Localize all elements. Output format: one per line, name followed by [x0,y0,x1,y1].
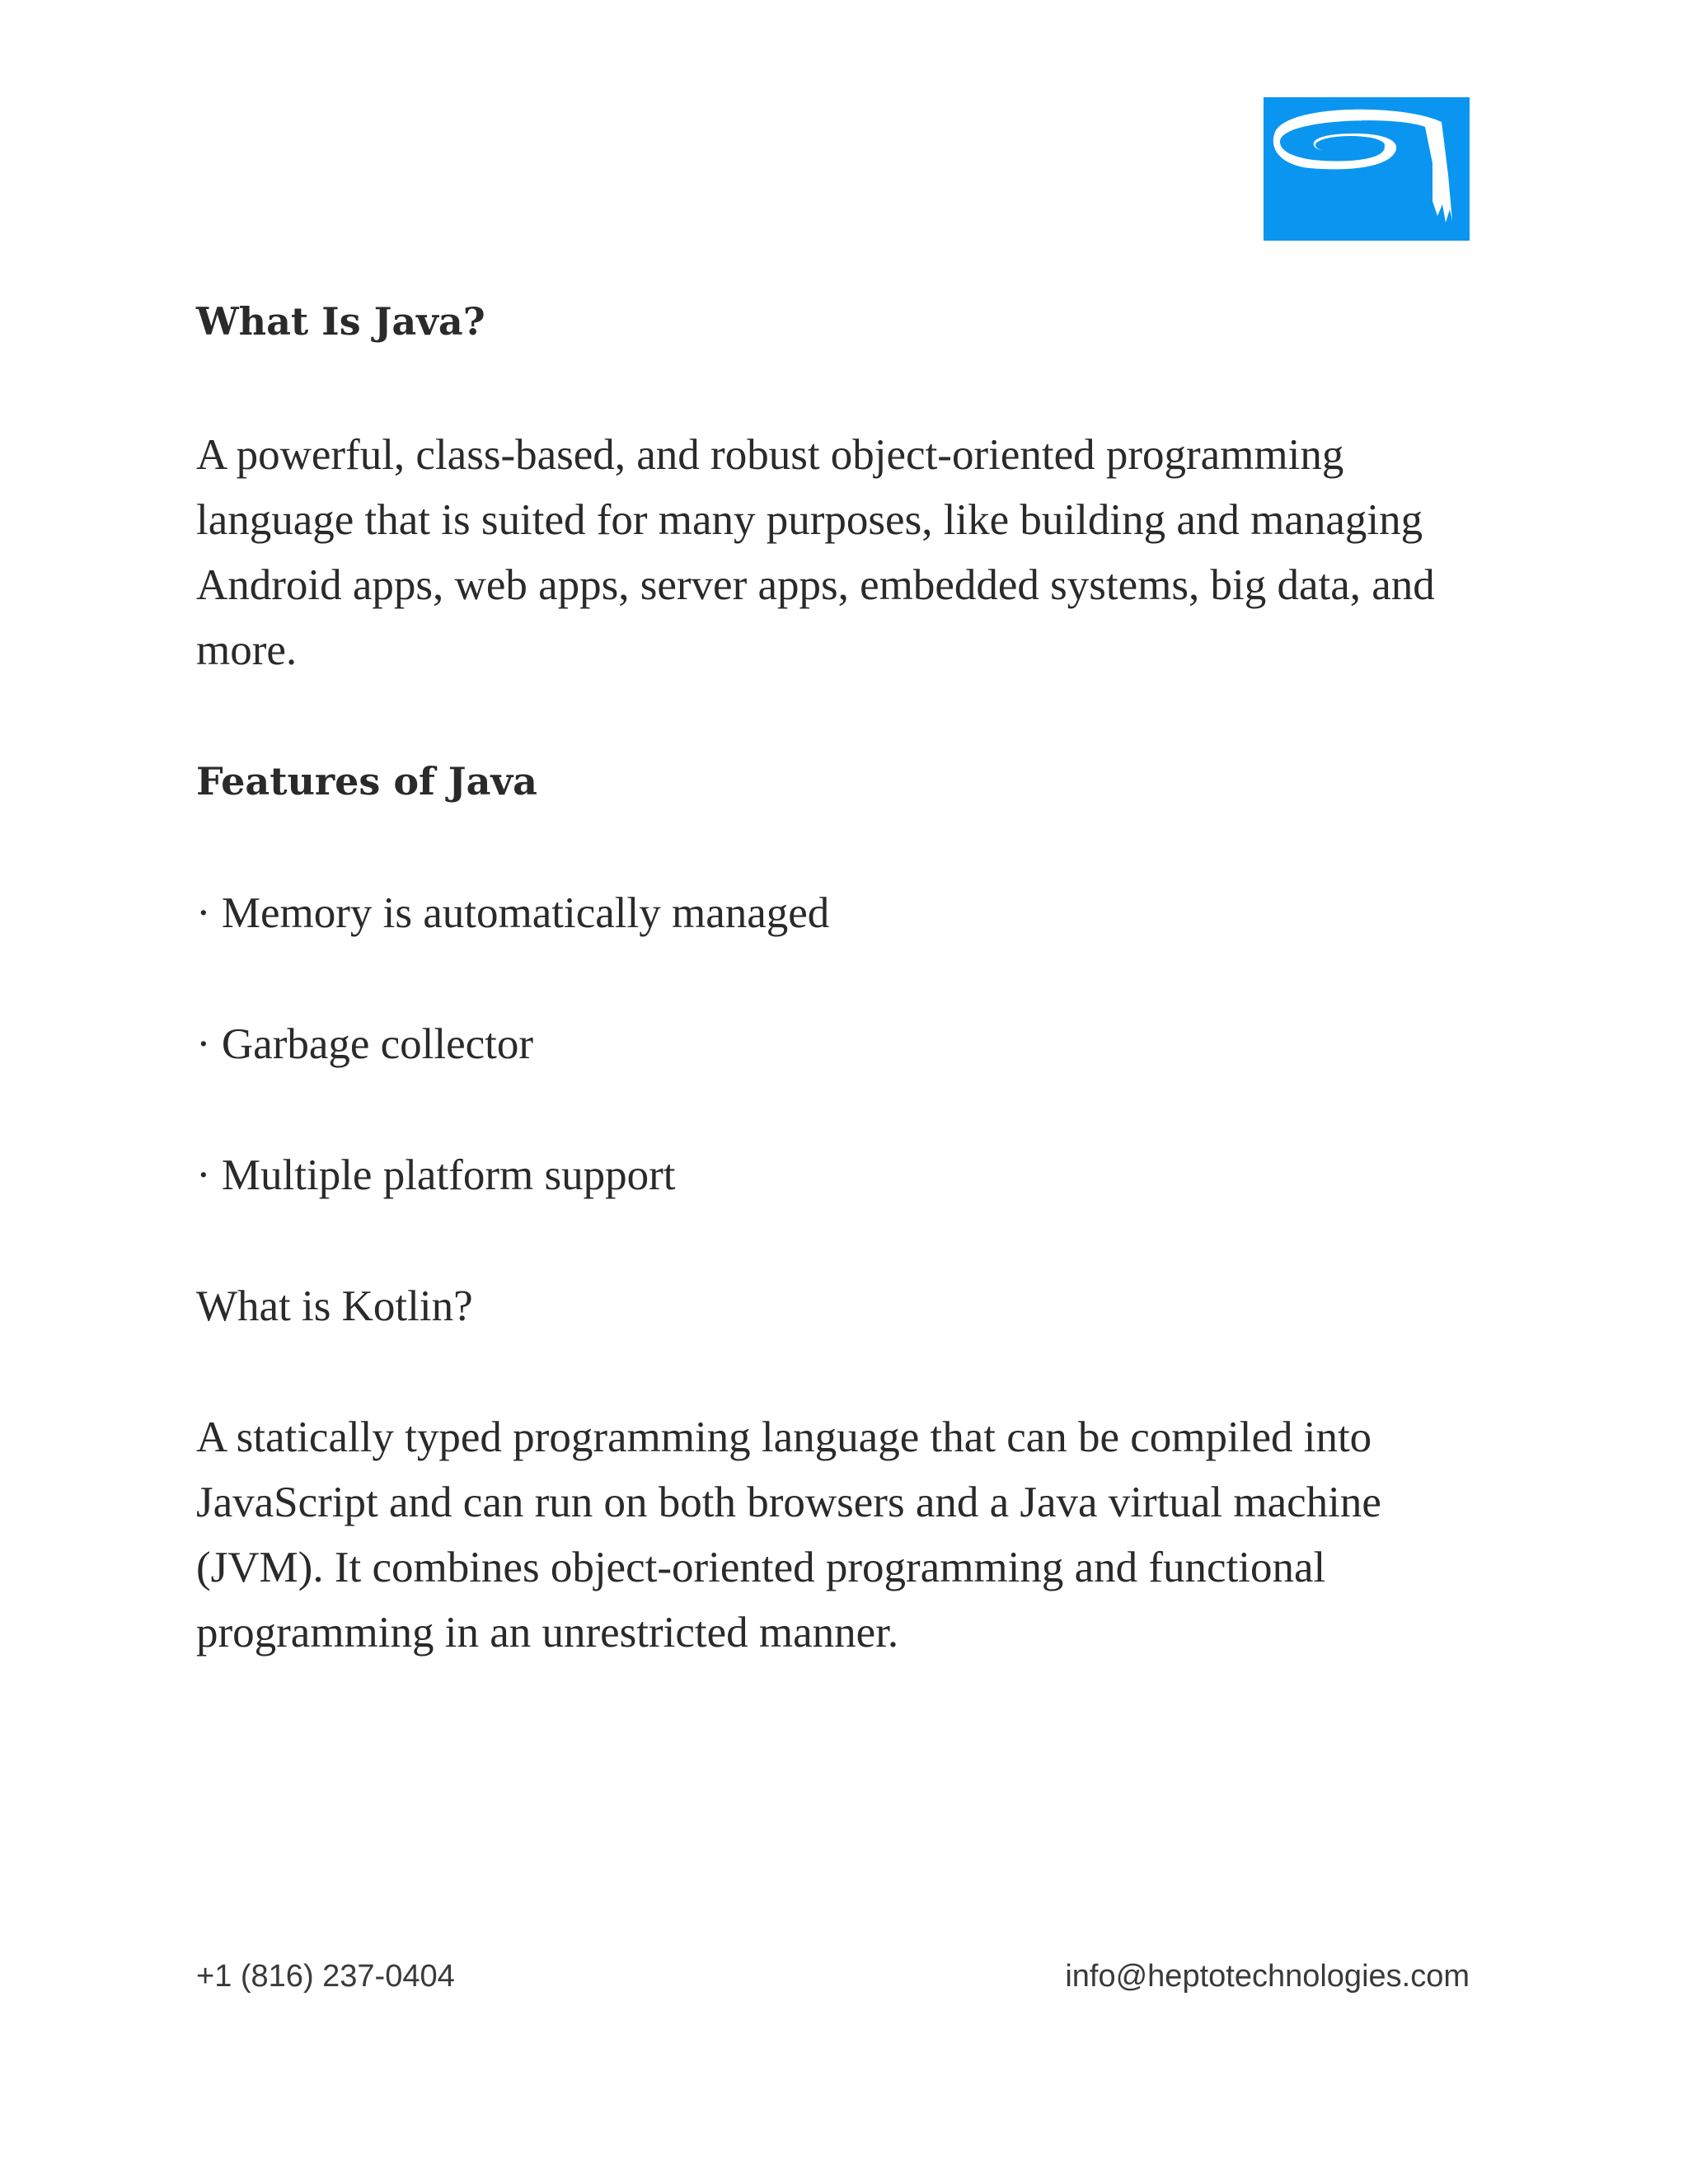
footer-phone[interactable]: +1 (816) 237-0404 [196,1959,455,1994]
java-paragraph-line: more. [196,626,298,674]
features-heading: Features of Java [196,759,537,804]
kotlin-paragraph-line: A statically typed programming language that can be compiled into [196,1413,1372,1461]
kotlin-paragraph-line: (JVM). It combines object-oriented programming and functional [196,1544,1326,1591]
hepto-logo-icon [1264,97,1470,241]
feature-item: · Memory is automatically managed [196,889,830,937]
feature-item: · Multiple platform support [196,1151,676,1199]
java-paragraph [196,423,1482,683]
footer-email[interactable]: info@heptotechnologies.com [1065,1959,1470,1994]
company-logo [1264,97,1470,241]
kotlin-heading: What is Kotlin? [196,1282,473,1330]
features-list [196,881,1482,1208]
java-heading: What Is Java? [196,299,485,344]
document-body [196,293,1482,1666]
kotlin-paragraph-line: programming in an unrestricted manner. [196,1609,899,1657]
kotlin-paragraph-line: JavaScript and can run on both browsers and a Java virtual machine [196,1479,1381,1526]
java-paragraph-line: A powerful, class-based, and robust object-oriented programming [196,431,1344,479]
java-paragraph-line: language that is suited for many purposes, like building and managing [196,496,1423,544]
kotlin-paragraph [196,1405,1482,1666]
feature-item: · Garbage collector [196,1020,534,1068]
java-paragraph-line: Android apps, web apps, server apps, embedded systems, big data, and [196,561,1435,609]
